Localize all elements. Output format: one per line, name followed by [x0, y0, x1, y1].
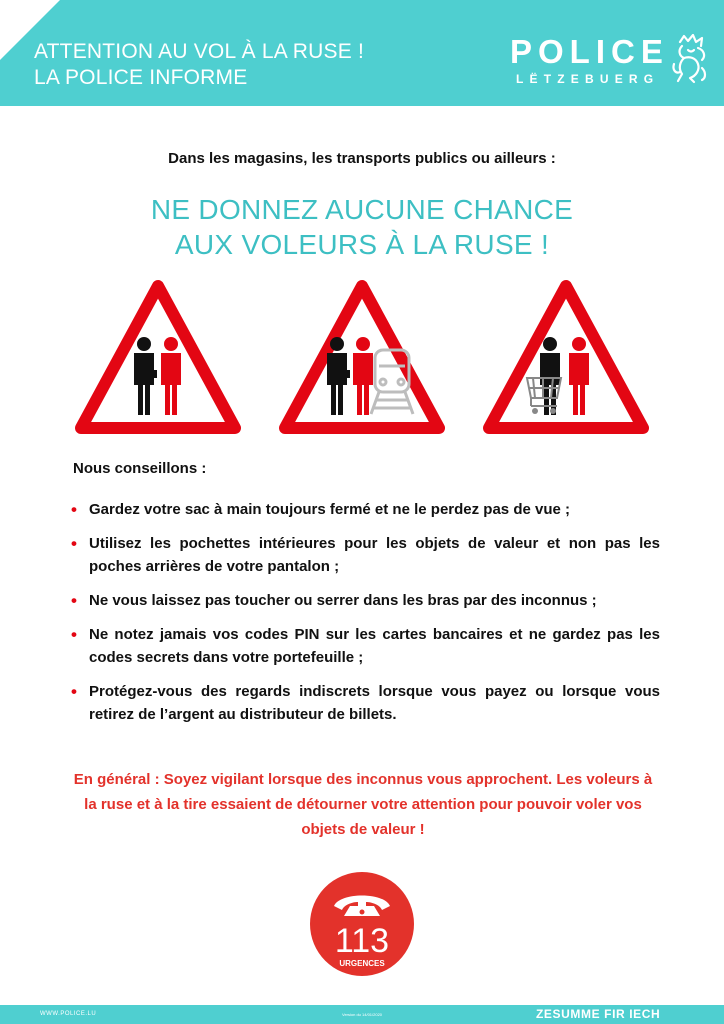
logo-police-text: POLICE: [510, 33, 669, 70]
list-item: [70, 532, 660, 578]
emergency-label: URGENCES: [339, 959, 385, 968]
list-item: [70, 589, 660, 612]
advice-list: [70, 498, 660, 737]
footer-slogan: ZESUMME FIR IECH: [536, 1007, 661, 1021]
emergency-number: 113: [334, 922, 390, 960]
list-item: [70, 680, 660, 726]
advice-text: Gardez votre sac à main toujours fermé et ne le perdez pas de vue ;: [89, 501, 570, 518]
emergency-113-badge: [310, 872, 414, 976]
headline-line1: NE DONNEZ AUCUNE CHANCE: [150, 194, 574, 225]
headline: [0, 192, 724, 262]
advice-text: Protégez-vous des regards indiscrets lorsque vous payez ou lorsque vous retirez de l’argent au distributeur de billets.: [89, 683, 660, 723]
logo-subtext: LËTZEBUERG: [516, 72, 660, 86]
pickpocket-street-icon: [75, 278, 241, 436]
police-logo: [510, 34, 710, 90]
advice-text: Utilisez les pochettes intérieures pour les objets de valeur et non pas les poches arrières de votre pantalon ;: [89, 535, 660, 575]
bullet-icon: •: [71, 500, 77, 519]
warning-text: En général : Soyez vigilant lorsque des inconnus vous approchent. Les voleurs à la ruse et à la tire essaient de détourner votre attention pour pouvoir voler vos objets de valeur !: [73, 771, 653, 838]
list-item: [70, 623, 660, 669]
bullet-icon: •: [71, 625, 77, 644]
lion-icon: [668, 34, 710, 84]
intro-text: Dans les magasins, les transports publics ou ailleurs :: [168, 150, 556, 167]
header-title: [34, 39, 364, 91]
pickpocket-shopping-icon: [483, 278, 649, 436]
warning-signs: [0, 278, 724, 438]
header-banner: [0, 0, 724, 106]
bullet-icon: •: [71, 534, 77, 553]
advice-label: Nous conseillons :: [73, 460, 207, 477]
bullet-icon: •: [71, 591, 77, 610]
header-title-line1: ATTENTION AU VOL À LA RUSE !: [34, 40, 365, 63]
advice-text: Ne vous laissez pas toucher ou serrer dans les bras par des inconnus ;: [89, 592, 597, 609]
headline-line2: AUX VOLEURS À LA RUSE !: [174, 229, 550, 260]
footer-version: Version du 14/01/2020: [342, 1012, 383, 1017]
pickpocket-train-icon: [279, 278, 445, 436]
footer-bar: [0, 1005, 724, 1024]
list-item: [70, 498, 660, 521]
bullet-icon: •: [71, 682, 77, 701]
footer-url: WWW.POLICE.LU: [40, 1011, 97, 1017]
header-title-line2: LA POLICE INFORME: [34, 66, 248, 89]
advice-text: Ne notez jamais vos codes PIN sur les cartes bancaires et ne gardez pas les codes secrets dans votre portefeuille ;: [89, 626, 660, 666]
